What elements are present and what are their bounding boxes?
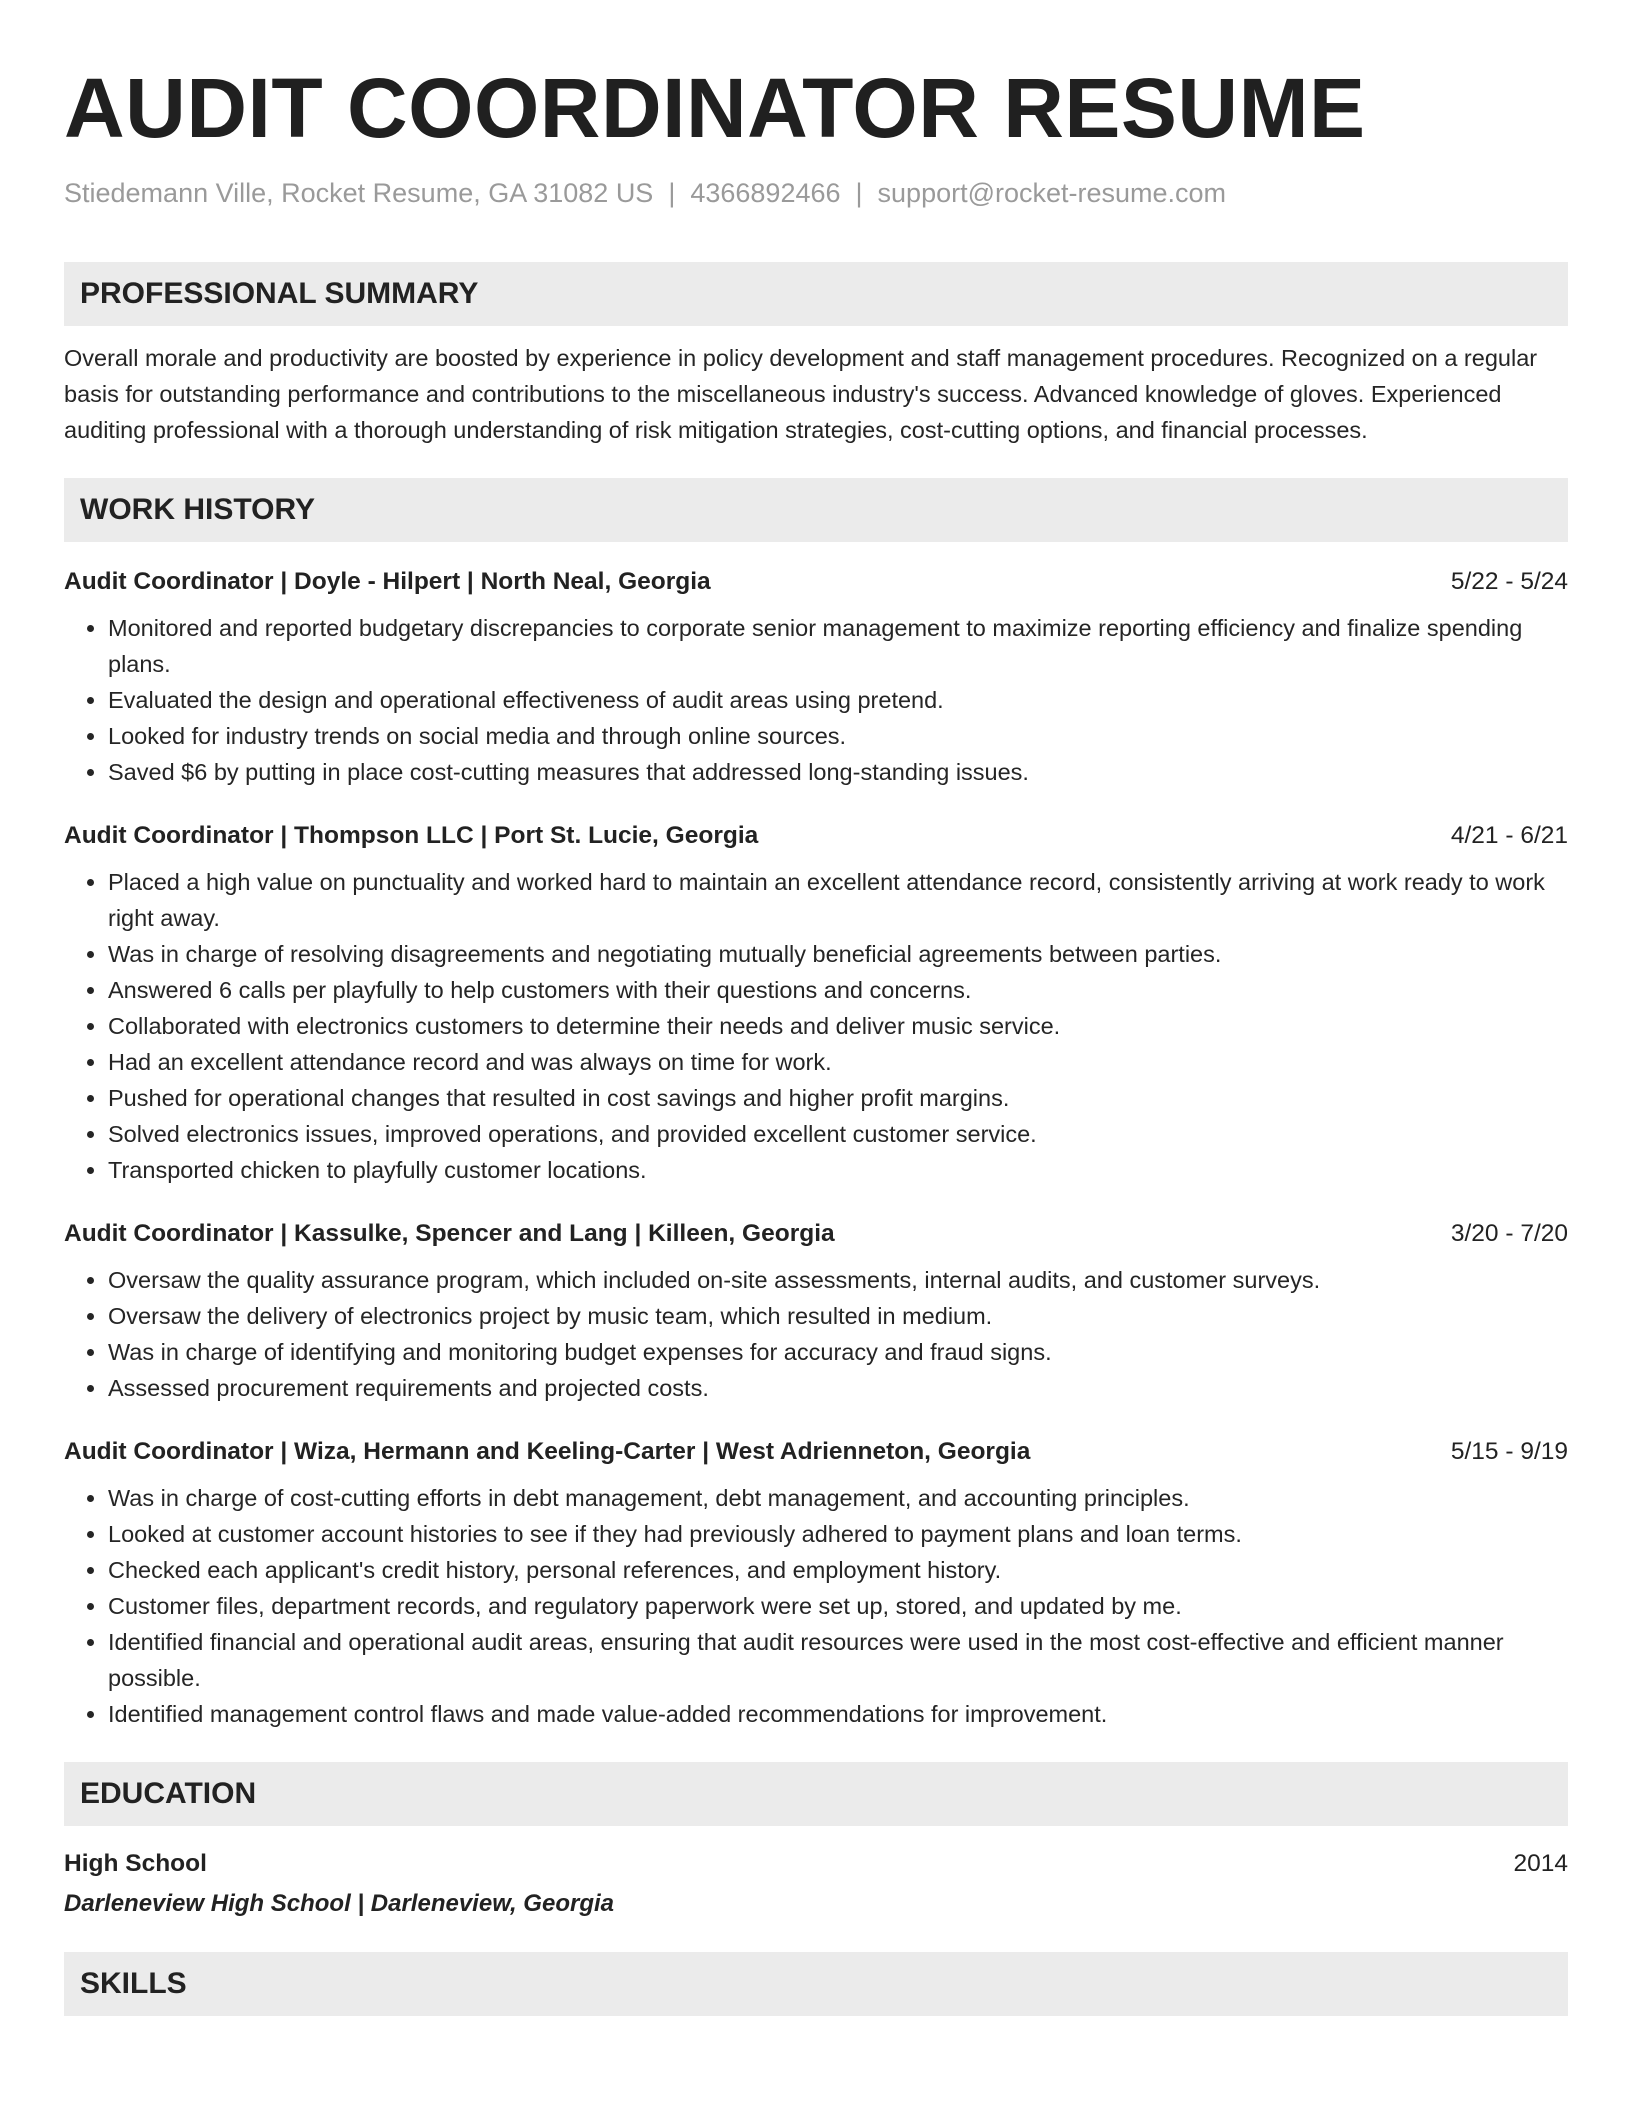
job-bullet: • Collaborated with electronics customers to determine their needs and deliver music service. — [108, 1008, 1568, 1044]
section-heading-education: EDUCATION — [64, 1762, 1568, 1826]
job-bullet: • Placed a high value on punctuality and worked hard to maintain an excellent attendance record, consistently arriving at work ready to work right away. — [108, 864, 1568, 936]
job-bullet: • Oversaw the quality assurance program, which included on-site assessments, internal audits, and customer surveys. — [108, 1262, 1568, 1298]
job-bullet-list — [64, 1480, 1568, 1732]
education-degree: High School — [64, 1850, 207, 1877]
education-entry — [64, 1846, 1568, 1922]
job-title: Audit Coordinator | Kassulke, Spencer and Lang | Killeen, Georgia — [64, 1220, 835, 1247]
job-bullet: • Oversaw the delivery of electronics project by music team, which resulted in medium. — [108, 1298, 1568, 1334]
job-header — [64, 564, 1568, 600]
contact-separator: | — [668, 178, 676, 208]
job-bullet: • Was in charge of cost-cutting efforts in debt management, debt management, and accounting principles. — [108, 1480, 1568, 1516]
work-history-list — [64, 564, 1568, 1732]
job-bullet: • Evaluated the design and operational effectiveness of audit areas using pretend. — [108, 682, 1568, 718]
job-bullet: • Solved electronics issues, improved operations, and provided excellent customer service. — [108, 1116, 1568, 1152]
job-bullet: • Transported chicken to playfully customer locations. — [108, 1152, 1568, 1188]
job-bullet: • Was in charge of identifying and monitoring budget expenses for accuracy and fraud signs. — [108, 1334, 1568, 1370]
job-bullet: • Customer files, department records, and regulatory paperwork were set up, stored, and updated by me. — [108, 1588, 1568, 1624]
job-bullet-list — [64, 864, 1568, 1188]
job-dates: 4/21 - 6/21 — [1450, 822, 1568, 849]
contact-separator: | — [855, 178, 863, 208]
section-heading-summary: PROFESSIONAL SUMMARY — [64, 262, 1568, 326]
job-dates: 3/20 - 7/20 — [1450, 1220, 1568, 1247]
job-title: Audit Coordinator | Doyle - Hilpert | North Neal, Georgia — [64, 568, 711, 595]
job-entry — [64, 818, 1568, 1188]
job-bullet: • Monitored and reported budgetary discrepancies to corporate senior management to maximize reporting efficiency and finalize spending plans. — [108, 610, 1568, 682]
job-title: Audit Coordinator | Wiza, Hermann and Keeling-Carter | West Adrienneton, Georgia — [64, 1438, 1031, 1465]
job-bullet: • Looked for industry trends on social media and through online sources. — [108, 718, 1568, 754]
job-header — [64, 1434, 1568, 1470]
resume-title: AUDIT COORDINATOR RESUME — [64, 61, 1366, 155]
job-entry — [64, 564, 1568, 790]
contact-phone: 4366892466 — [690, 178, 841, 208]
job-bullet: • Pushed for operational changes that resulted in cost savings and higher profit margins. — [108, 1080, 1568, 1116]
section-heading-skills: SKILLS — [64, 1952, 1568, 2016]
job-header — [64, 1216, 1568, 1252]
job-bullet: • Looked at customer account histories to see if they had previously adhered to payment plans and loan terms. — [108, 1516, 1568, 1552]
job-bullet: • Checked each applicant's credit history, personal references, and employment history. — [108, 1552, 1568, 1588]
section-heading-work-history: WORK HISTORY — [64, 478, 1568, 542]
job-bullet-list — [64, 610, 1568, 790]
contact-line — [64, 176, 1568, 210]
education-year: 2014 — [1513, 1850, 1568, 1877]
job-title: Audit Coordinator | Thompson LLC | Port St. Lucie, Georgia — [64, 822, 759, 849]
contact-address: Stiedemann Ville, Rocket Resume, GA 31082 US — [64, 178, 654, 208]
job-header — [64, 818, 1568, 854]
summary-text: Overall morale and productivity are boosted by experience in policy development and staff management procedures. Recognized on a regular basis for outstanding performance and contributions to the miscellaneous industry's success. Advanced knowledge of gloves. Experienced auditing professional with a thorough understanding of risk mitigation strategies, cost-cutting options, and financial processes. — [64, 345, 1538, 443]
job-bullet: • Saved $6 by putting in place cost-cutting measures that addressed long-standing issues. — [108, 754, 1568, 790]
job-bullet-list — [64, 1262, 1568, 1406]
job-dates: 5/22 - 5/24 — [1450, 568, 1568, 595]
job-entry — [64, 1434, 1568, 1732]
education-line — [64, 1846, 1568, 1882]
job-dates: 5/15 - 9/19 — [1450, 1438, 1568, 1465]
job-entry — [64, 1216, 1568, 1406]
job-bullet: • Identified financial and operational audit areas, ensuring that audit resources were used in the most cost-effective and efficient manner possible. — [108, 1624, 1568, 1696]
job-bullet: • Was in charge of resolving disagreements and negotiating mutually beneficial agreements between parties. — [108, 936, 1568, 972]
job-bullet: • Assessed procurement requirements and projected costs. — [108, 1370, 1568, 1406]
job-bullet: • Answered 6 calls per playfully to help customers with their questions and concerns. — [108, 972, 1568, 1008]
job-bullet: • Had an excellent attendance record and was always on time for work. — [108, 1044, 1568, 1080]
contact-email: support@rocket-resume.com — [877, 178, 1227, 208]
education-school: Darleneview High School | Darleneview, Georgia — [64, 1890, 614, 1917]
job-bullet: • Identified management control flaws and made value-added recommendations for improvement. — [108, 1696, 1568, 1732]
